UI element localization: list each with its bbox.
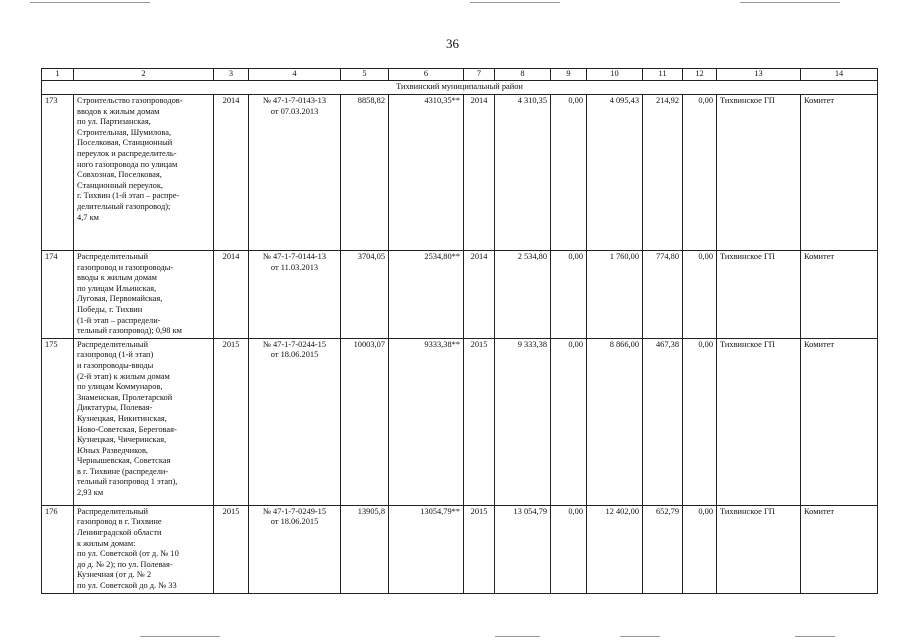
total-value: 2 534,80 bbox=[495, 251, 551, 339]
start-year: 2014 bbox=[214, 95, 249, 251]
column-header: 9 bbox=[551, 69, 587, 81]
column-header: 12 bbox=[683, 69, 717, 81]
object-description: Распределительный газопровод в г. Тихвине Ленинградской области к жилым домам: по ул. Советской (от д. № 10 до д. № 2); по ул. Полевая- Кузнечная (от д. № 2 по ул. Советской до д. № 33 bbox=[74, 505, 214, 593]
expertise-document: № 47-1-7-0143-13 от 07.03.2013 bbox=[249, 95, 341, 251]
scan-edge-mark bbox=[795, 636, 835, 637]
region-row bbox=[42, 81, 878, 95]
scan-edge-mark bbox=[740, 2, 840, 3]
start-year: 2014 bbox=[214, 251, 249, 339]
federal-budget-value: 0,00 bbox=[551, 251, 587, 339]
column-header: 10 bbox=[587, 69, 643, 81]
executor-name: Комитет bbox=[801, 338, 878, 505]
financing-year: 2015 bbox=[464, 505, 495, 593]
scan-edge-mark bbox=[140, 636, 220, 637]
row-number: 174 bbox=[42, 251, 74, 339]
financing-year: 2014 bbox=[464, 251, 495, 339]
column-header: 13 bbox=[717, 69, 801, 81]
total-value: 13 054,79 bbox=[495, 505, 551, 593]
expertise-document: № 47-1-7-0249-15 от 18.06.2015 bbox=[249, 505, 341, 593]
column-header: 2 bbox=[74, 69, 214, 81]
gasification-table bbox=[41, 68, 878, 594]
recipient-name: Тихвинское ГП bbox=[717, 338, 801, 505]
table-row bbox=[42, 95, 878, 251]
table-row bbox=[42, 505, 878, 593]
object-description: Распределительный газопровод и газопроводы- вводы к жилым домам по улицам Ильинская, Луговая, Первомайская, Победы, г. Тихвин (1-й этап – распредели- тельный газопровод); 0,98 км bbox=[74, 251, 214, 339]
municipal-budget-value: 774,80 bbox=[643, 251, 683, 339]
other-sources-value: 0,00 bbox=[683, 338, 717, 505]
column-header: 8 bbox=[495, 69, 551, 81]
column-header: 4 bbox=[249, 69, 341, 81]
scan-edge-mark bbox=[30, 2, 150, 3]
column-number-header-row bbox=[42, 69, 878, 81]
municipal-budget-value: 652,79 bbox=[643, 505, 683, 593]
federal-budget-value: 0,00 bbox=[551, 505, 587, 593]
financing-year: 2015 bbox=[464, 338, 495, 505]
regional-budget-value: 8 866,00 bbox=[587, 338, 643, 505]
estimated-cost: 10003,07 bbox=[341, 338, 389, 505]
total-value: 9 333,38 bbox=[495, 338, 551, 505]
municipal-budget-value: 214,92 bbox=[643, 95, 683, 251]
other-sources-value: 0,00 bbox=[683, 505, 717, 593]
total-value: 4 310,35 bbox=[495, 95, 551, 251]
other-sources-value: 0,00 bbox=[683, 95, 717, 251]
table-row bbox=[42, 251, 878, 339]
financing-amount: 4310,35** bbox=[389, 95, 464, 251]
start-year: 2015 bbox=[214, 505, 249, 593]
row-number: 175 bbox=[42, 338, 74, 505]
row-number: 173 bbox=[42, 95, 74, 251]
column-header: 14 bbox=[801, 69, 878, 81]
object-description: Строительство газопроводов- вводов к жилым домам по ул. Партизанская, Строительная, Шумилова, Поселковая, Станционный переулок и распределитель- ного газопровода по улицам Совхозная, Поселковая, Станционный переулок, г. Тихвин (1-й этап – распре- делительный газопровод); 4,7 км bbox=[74, 95, 214, 251]
regional-budget-value: 12 402,00 bbox=[587, 505, 643, 593]
regional-budget-value: 1 760,00 bbox=[587, 251, 643, 339]
financing-amount: 2534,80** bbox=[389, 251, 464, 339]
column-header: 5 bbox=[341, 69, 389, 81]
column-header: 1 bbox=[42, 69, 74, 81]
table-row bbox=[42, 338, 878, 505]
federal-budget-value: 0,00 bbox=[551, 338, 587, 505]
recipient-name: Тихвинское ГП bbox=[717, 505, 801, 593]
regional-budget-value: 4 095,43 bbox=[587, 95, 643, 251]
recipient-name: Тихвинское ГП bbox=[717, 251, 801, 339]
column-header: 7 bbox=[464, 69, 495, 81]
column-header: 3 bbox=[214, 69, 249, 81]
federal-budget-value: 0,00 bbox=[551, 95, 587, 251]
start-year: 2015 bbox=[214, 338, 249, 505]
financing-year: 2014 bbox=[464, 95, 495, 251]
object-description: Распределительный газопровод (1-й этап) и газопроводы-вводы (2-й этап) к жилым домам по улицам Коммунаров, Знаменская, Пролетарской Диктатуры, Полевая- Кузнецкая, Никитинская, Ново-Советская, Береговая- Кузнецкая, Чичеринская, Юных Разведчиков, Чернышевская, Советская в г. Тихвине (распредели- тельный газопровод 1 этап), 2,93 км bbox=[74, 338, 214, 505]
page-number: 36 bbox=[446, 36, 459, 51]
estimated-cost: 13905,8 bbox=[341, 505, 389, 593]
financing-amount: 13054,79** bbox=[389, 505, 464, 593]
column-header: 11 bbox=[643, 69, 683, 81]
financing-amount: 9333,38** bbox=[389, 338, 464, 505]
executor-name: Комитет bbox=[801, 505, 878, 593]
estimated-cost: 8858,82 bbox=[341, 95, 389, 251]
column-header: 6 bbox=[389, 69, 464, 81]
expertise-document: № 47-1-7-0144-13 от 11.03.2013 bbox=[249, 251, 341, 339]
estimated-cost: 3704,05 bbox=[341, 251, 389, 339]
region-title: Тихвинский муниципальный район bbox=[42, 81, 878, 95]
other-sources-value: 0,00 bbox=[683, 251, 717, 339]
scan-edge-mark bbox=[620, 636, 660, 637]
executor-name: Комитет bbox=[801, 95, 878, 251]
row-number: 176 bbox=[42, 505, 74, 593]
scan-edge-mark bbox=[495, 636, 540, 637]
recipient-name: Тихвинское ГП bbox=[717, 95, 801, 251]
municipal-budget-value: 467,38 bbox=[643, 338, 683, 505]
scan-edge-mark bbox=[470, 2, 560, 3]
expertise-document: № 47-1-7-0244-15 от 18.06.2015 bbox=[249, 338, 341, 505]
executor-name: Комитет bbox=[801, 251, 878, 339]
